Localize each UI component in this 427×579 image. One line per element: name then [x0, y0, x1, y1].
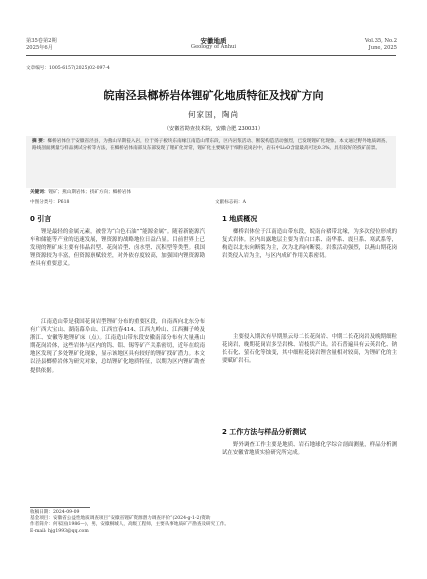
right-column: [222, 214, 397, 457]
abstract-text: 榔桥岩体位于安徽省泾县，为燕山早期侵入岩，位于扬子板块东南缘江南造山带东段，区内岩浆活动、断裂构造活动强烈，已发现锂矿化现象。本文通过野外地质调查、路线剖面测量与样品测试分析等方法，在榔桥岩体南部及东部发现了锂矿化异常，锂矿化主要赋存于细粒花岗岩中，岩石中Li₂O含量最高可达0.3%，具有较好的找矿前景。: [32, 139, 390, 151]
section-0-paragraph-1: 锂是最轻的金属元素，被誉为“白色石油”“能源金属”。随着新能源汽车和储能等产业的迅速发展，锂资源的战略地位日益凸显。目前世界上已发现的锂矿床主要有伟晶岩型、花岗岩型、卤水型、沉积型等类型。我国锂资源较为丰富，但资源禀赋较差，对外依存度较高，加强国内锂资源勘查具有重要意义。: [30, 229, 205, 268]
authors: 何家国，陶尚: [188, 110, 239, 119]
article-title: 皖南泾县榔桥岩体锂矿化地质特征及找矿方向: [103, 89, 324, 102]
header-date: 2025年6月: [26, 45, 53, 51]
footnote-email: E-mail: hjg1993@qq.com: [30, 528, 89, 534]
affiliation: （安徽省勘查技术院，安徽合肥 230031）: [163, 126, 264, 132]
footnotes: [30, 510, 400, 535]
article-id: 文章编号：1005-6157(2025)02-097-4: [26, 66, 110, 71]
left-column: [30, 214, 205, 448]
journal-name-en: Geology of Anhui: [190, 44, 237, 50]
footnote-fund: 基金项目：安徽省公益性地质调查项目“安徽省锂矿资源潜力调查评价”(2024-g-1-2)资助: [30, 516, 211, 522]
header-rule: [26, 55, 396, 56]
section-2-paragraph-1: 野外调查工作主要是地质、岩石地球化学综合剖面测量，样品分析测试在安徽省地质实验研究所完成。: [222, 442, 397, 457]
footnote-rule: [30, 507, 90, 508]
footnote-author: 作者简介：何家国(1986—)，男，安徽桐城人，高级工程师，主要从事地质矿产勘查及研究工作。: [30, 522, 230, 528]
document-code: 文献标志码：A: [215, 200, 246, 205]
section-0-heading: 0 引言: [30, 215, 52, 223]
journal-name-cn: 安徽地质: [200, 37, 227, 45]
clc-number: 中图分类号：P618: [30, 200, 70, 205]
keywords-text: 锂矿；燕山期岩体；找矿方向；榔桥岩体: [48, 190, 132, 195]
abstract: [26, 136, 396, 155]
section-1-paragraph-2: 主要侵入期次有早期黑云母二长花岗岩、中期二长花岗岩及晚期细粒花岗岩，晚期花岗岩多呈岩株、岩枝状产出。岩石普遍具有云英岩化、钠长石化、萤石化等蚀变，其中细粒花岗岩锂含量相对较高，为锂矿化的主要赋矿岩石。: [222, 334, 397, 365]
keywords: [30, 190, 396, 196]
header-volume-en: Vol.35, No.2: [364, 38, 397, 44]
keywords-label: 关键词：: [30, 190, 49, 195]
header-date-en: June, 2025: [368, 45, 397, 51]
abstract-box: [26, 136, 396, 188]
section-2-heading: 2 工作方法与样品分析测试: [222, 428, 307, 436]
section-1-heading: 1 地质概况: [222, 215, 258, 223]
section-0-paragraph-2: 江南造山带是我国花岗岩型锂矿分布的重要区段，自南西向北东分布有广西大宝山、湖南幕阜山、江西宜春414、江西九岭山、江西狮子岭及浙江、安徽等地锂矿床（点）。江南造山带东段安徽南部分布有大量燕山期花岗岩体，这些岩体与区内的钨、钼、锡等矿产关系密切，近年在皖南地区发现了多处锂矿化现象，显示该地区具有较好的锂矿找矿潜力。本文以泾县榔桥岩体为研究对象，总结锂矿化地质特征，以期为区内锂矿勘查提供依据。: [30, 319, 205, 374]
header-volume: 第35卷第2期: [26, 38, 57, 44]
abstract-label: 摘 要：: [32, 139, 48, 144]
section-1-paragraph-1: 榔桥岩体位于江南造山带东段，皖南台褶带北缘，为多次侵位形成的复式岩体。区内出露地层主要为青白口系、南华系、震旦系、寒武系等，构造以北东向断裂为主，次为北西向断裂。岩浆活动强烈，以燕山期花岗岩类侵入岩为主，与区内成矿作用关系密切。: [222, 229, 397, 260]
footnote-received: 收稿日期：2024-09-09: [30, 510, 80, 515]
